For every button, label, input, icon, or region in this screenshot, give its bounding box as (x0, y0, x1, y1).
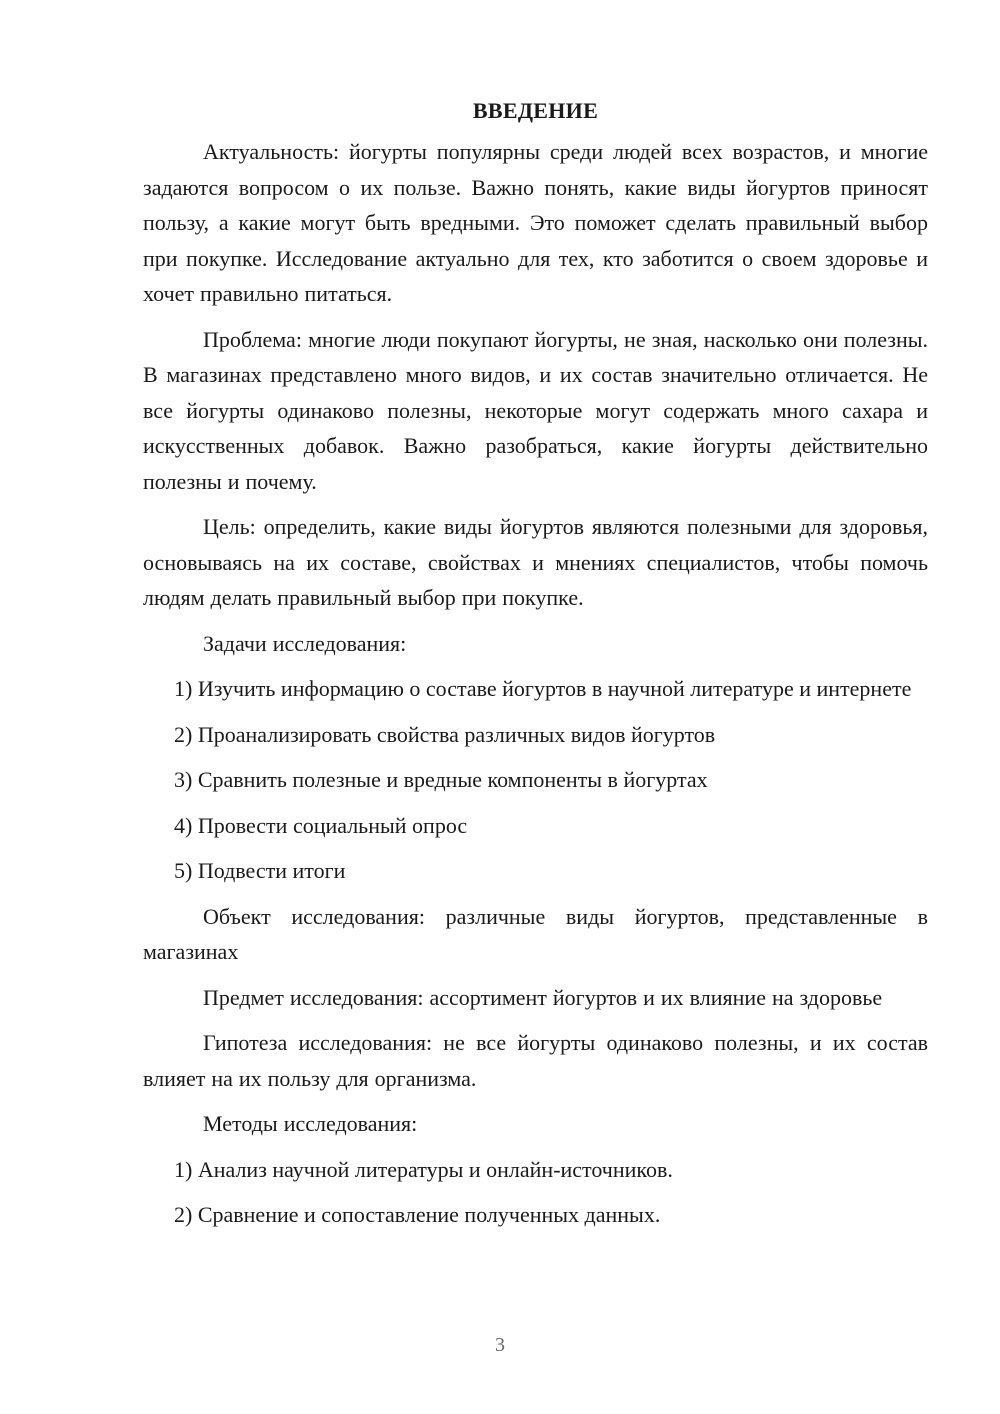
task-item-4: 4) Провести социальный опрос (174, 812, 468, 838)
methods-heading: Методы исследования: (203, 1111, 418, 1136)
method-item-1: 1) Анализ научной литературы и онлайн-источников. (174, 1156, 673, 1182)
goal-paragraph: Цель: определить, какие виды йогуртов являются полезными для здоровья, основываясь на их составе, свойствах и мнениях специалистов, чтобы помочь людям делать правильный выбор при покупке. (143, 514, 928, 610)
problem-paragraph: Проблема: многие люди покупают йогурты, не зная, насколько они полезны. В магазинах представлено много видов, и их состав значительно отличается. Не все йогурты одинаково полезны, некоторые могут содержать много сахара и искусственных добавок. Важно разобраться, какие йогурты действительно полезны и почему. (143, 326, 928, 494)
task-item-2: 2) Проанализировать свойства различных видов йогуртов (174, 721, 716, 747)
relevance-paragraph: Актуальность: йогурты популярны среди людей всех возрастов, и многие задаются вопросом о их пользе. Важно понять, какие виды йогуртов приносят пользу, а какие могут быть вредными. Это поможет сделать правильный выбор при покупке. Исследование актуально для тех, кто заботится о своем здоровье и хочет правильно питаться. (143, 139, 928, 306)
method-item-2: 2) Сравнение и сопоставление полученных данных. (174, 1202, 661, 1227)
task-item-3: 3) Сравнить полезные и вредные компоненты в йогуртах (174, 767, 708, 792)
tasks-heading: Задачи исследования: (203, 630, 407, 656)
hypothesis-paragraph: Гипотеза исследования: не все йогурты одинаково полезны, и их состав влияет на их пользу для организма. (143, 1030, 928, 1091)
object-paragraph: Объект исследования: различные виды йогуртов, представленные в магазинах (143, 903, 928, 964)
page-title: ВВЕДЕНИЕ (472, 98, 599, 123)
document-page (143, 93, 928, 1243)
task-item-5: 5) Подвести итоги (174, 858, 346, 883)
page-number: 3 (495, 1334, 505, 1356)
subject-paragraph: Предмет исследования: ассортимент йогуртов и их влияние на здоровье (203, 984, 883, 1010)
task-item-1: 1) Изучить информацию о составе йогуртов в научной литературе и интернете (174, 676, 912, 701)
